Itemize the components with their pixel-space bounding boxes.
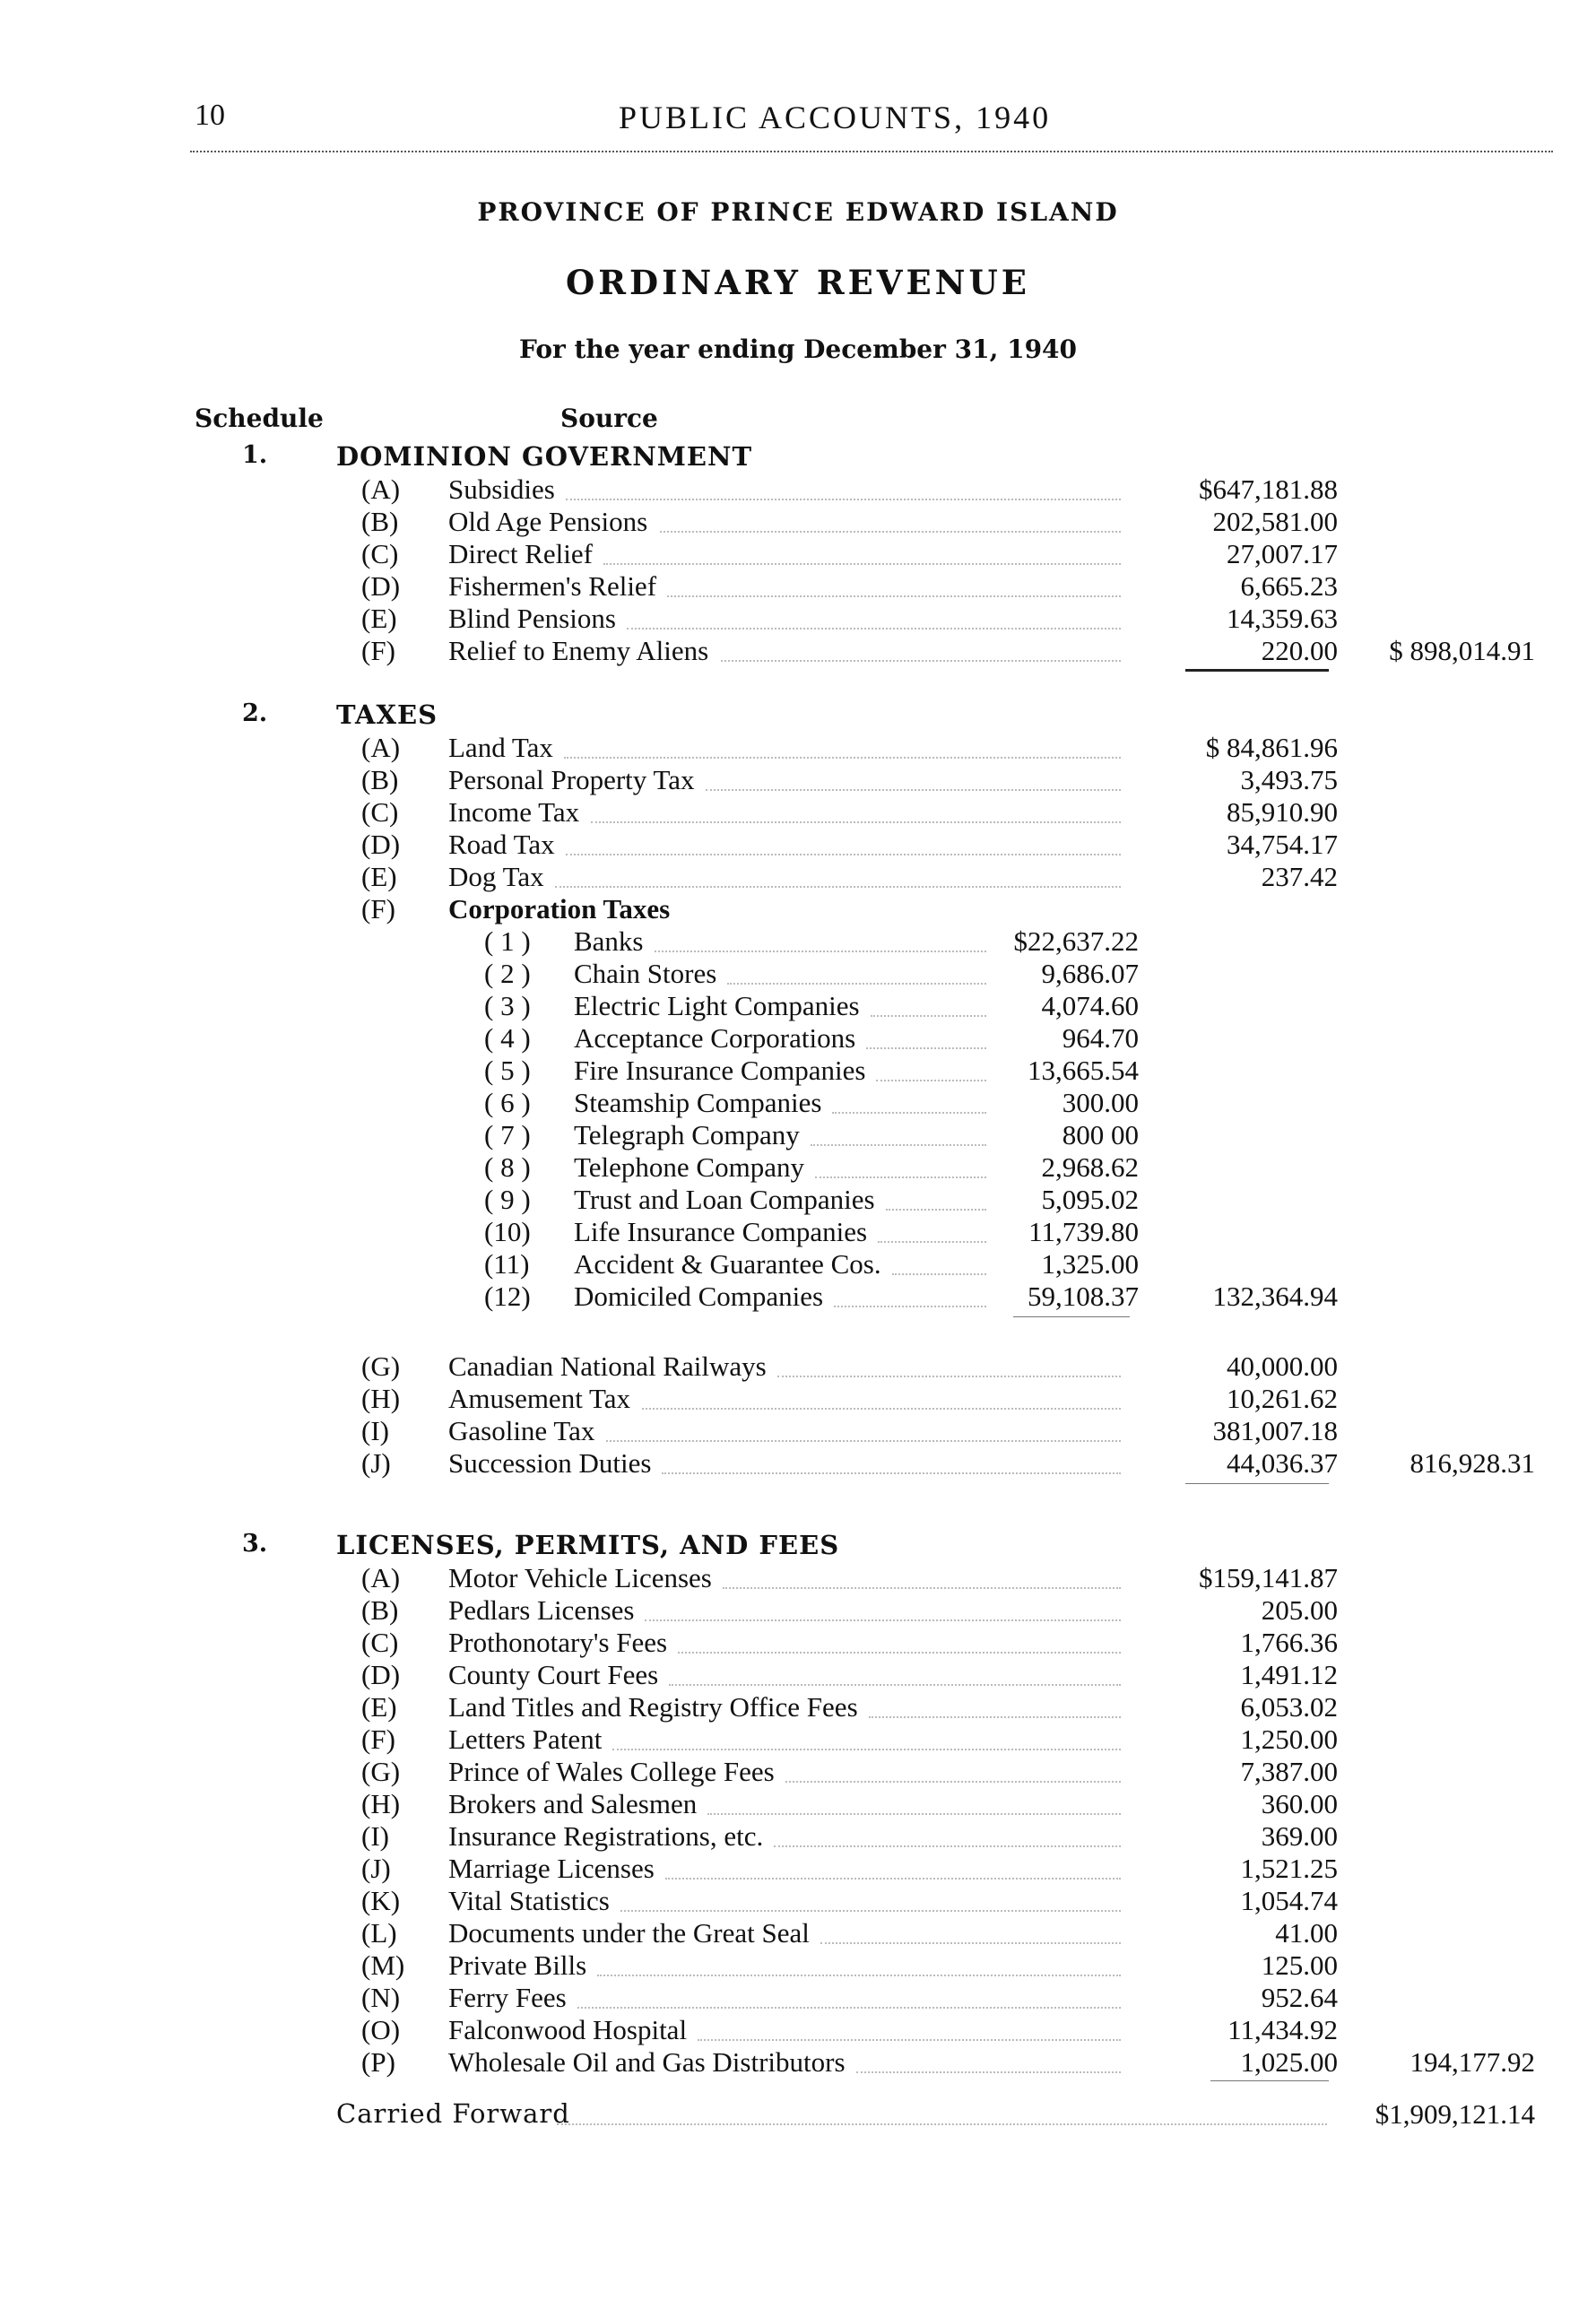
sub-item-amount: 9,686.07	[1041, 958, 1139, 989]
item-letter: (B)	[361, 506, 399, 537]
item-amount: 952.64	[1261, 1982, 1338, 2013]
sub-item-label: Trust and Loan Companies	[574, 1184, 875, 1215]
sub-item-label: Life Insurance Companies	[574, 1216, 868, 1247]
carried-forward-label: Carried Forward	[336, 2098, 570, 2129]
item-letter: (O)	[361, 2014, 401, 2045]
sub-item-amount: 13,665.54	[1028, 1055, 1139, 1086]
corporation-tax-row	[0, 990, 1596, 1022]
item-label: Land Titles and Registry Office Fees	[448, 1691, 858, 1723]
dot-leader	[727, 983, 986, 985]
line-item-row	[0, 570, 1596, 603]
total-rule	[1185, 1483, 1329, 1484]
dot-leader	[564, 757, 1121, 759]
dot-leader	[698, 2039, 1121, 2041]
item-letter: (E)	[361, 1691, 397, 1723]
item-letter: (C)	[361, 538, 399, 569]
item-letter: (H)	[361, 1383, 401, 1414]
item-amount: 14,359.63	[1227, 603, 1338, 634]
item-amount: 40,000.00	[1227, 1350, 1338, 1382]
sub-item-number: ( 5 )	[484, 1055, 531, 1086]
sub-item-amount: 59,108.37	[1028, 1281, 1139, 1312]
sub-item-amount: 800 00	[1062, 1119, 1139, 1150]
line-item-row	[0, 2014, 1596, 2046]
line-item-row	[0, 796, 1596, 829]
item-amount: 1,521.25	[1240, 1853, 1338, 1884]
sub-item-number: ( 9 )	[484, 1184, 531, 1215]
item-amount: 11,434.92	[1227, 2014, 1338, 2045]
line-item-row	[0, 506, 1596, 538]
item-amount: 6,053.02	[1240, 1691, 1338, 1723]
corporation-tax-row	[0, 925, 1596, 958]
line-item-row	[0, 1820, 1596, 1853]
item-letter: (H)	[361, 1788, 401, 1819]
item-amount: $647,181.88	[1199, 473, 1338, 505]
report-title: ORDINARY REVENUE	[566, 263, 1030, 302]
item-amount: 205.00	[1261, 1594, 1338, 1626]
section-heading-row	[0, 441, 1596, 473]
sub-item-number: (12)	[484, 1281, 531, 1312]
item-label: Canadian National Railways	[448, 1350, 767, 1382]
total-rule	[1185, 669, 1329, 672]
sub-item-label: Telegraph Company	[574, 1119, 800, 1150]
item-amount: 1,250.00	[1240, 1723, 1338, 1755]
item-letter: (A)	[361, 473, 401, 505]
item-label: Wholesale Oil and Gas Distributors	[448, 2046, 846, 2078]
schedule-number: 2.	[242, 699, 268, 727]
item-label: Corporation Taxes	[448, 893, 671, 925]
corporation-tax-row	[0, 1055, 1596, 1087]
item-amount: 360.00	[1261, 1788, 1338, 1819]
item-amount: 1,491.12	[1240, 1659, 1338, 1690]
item-amount: 1,054.74	[1240, 1885, 1338, 1916]
item-label: Succession Duties	[448, 1447, 652, 1479]
dot-leader	[706, 789, 1121, 791]
item-label: Prince of Wales College Fees	[448, 1756, 775, 1787]
line-item-row	[0, 1756, 1596, 1788]
dot-leader	[667, 595, 1121, 597]
corporation-tax-row	[0, 1087, 1596, 1119]
item-letter: (C)	[361, 1627, 399, 1658]
item-letter: (F)	[361, 635, 395, 666]
dot-leader	[645, 1619, 1121, 1621]
header-rule	[190, 151, 1553, 152]
item-label: Old Age Pensions	[448, 506, 648, 537]
line-item-row	[0, 1917, 1596, 1949]
item-label: Prothonotary's Fees	[448, 1627, 668, 1658]
item-label: Gasoline Tax	[448, 1415, 595, 1446]
item-letter: (B)	[361, 764, 399, 795]
line-item-row	[0, 1659, 1596, 1691]
item-letter: (D)	[361, 829, 401, 860]
dot-leader	[591, 821, 1121, 823]
dot-leader	[660, 531, 1121, 533]
dot-leader	[678, 1652, 1121, 1654]
dot-leader	[869, 1716, 1121, 1718]
item-label: Blind Pensions	[448, 603, 616, 634]
dot-leader	[597, 1975, 1121, 1976]
line-item-row	[0, 1788, 1596, 1820]
sub-item-amount: 2,968.62	[1041, 1151, 1139, 1183]
corporation-tax-row	[0, 1022, 1596, 1055]
line-item-row	[0, 603, 1596, 635]
schedule-number: 3.	[242, 1530, 268, 1558]
item-letter: (K)	[361, 1885, 401, 1916]
item-amount: 41.00	[1275, 1917, 1338, 1949]
item-amount: 85,910.90	[1227, 796, 1338, 828]
line-item-row	[0, 1691, 1596, 1723]
schedule-column-header: Schedule	[195, 404, 324, 433]
item-label: Subsidies	[448, 473, 555, 505]
line-item-row	[0, 1982, 1596, 2014]
dot-leader	[856, 2071, 1121, 2073]
line-item-row	[0, 764, 1596, 796]
item-label: County Court Fees	[448, 1659, 659, 1690]
item-letter: (P)	[361, 2046, 395, 2078]
section-total: 194,177.92	[1410, 2046, 1535, 2078]
corporation-tax-row	[0, 1216, 1596, 1248]
section-total: $ 898,014.91	[1389, 635, 1535, 666]
item-letter: (I)	[361, 1415, 389, 1446]
line-item-row	[0, 1627, 1596, 1659]
item-letter: (F)	[361, 893, 395, 925]
item-label: Brokers and Salesmen	[448, 1788, 698, 1819]
item-label: Fishermen's Relief	[448, 570, 657, 602]
item-letter: (B)	[361, 1594, 399, 1626]
corporation-tax-row	[0, 958, 1596, 990]
sub-item-number: (10)	[484, 1216, 531, 1247]
item-letter: (L)	[361, 1917, 397, 1949]
item-label: Direct Relief	[448, 538, 593, 569]
line-item-row	[0, 1383, 1596, 1415]
corporation-tax-row	[0, 1119, 1596, 1151]
total-rule	[1210, 2080, 1329, 2081]
dot-leader	[820, 1942, 1121, 1944]
item-amount: 237.42	[1261, 861, 1338, 892]
source-column-header: Source	[560, 404, 658, 433]
item-label: Relief to Enemy Aliens	[448, 635, 709, 666]
item-letter: (C)	[361, 796, 399, 828]
sub-item-label: Banks	[574, 925, 644, 957]
item-amount: 3,493.75	[1240, 764, 1338, 795]
sub-item-label: Acceptance Corporations	[574, 1022, 856, 1054]
item-label: Marriage Licenses	[448, 1853, 655, 1884]
item-amount: 10,261.62	[1227, 1383, 1338, 1414]
sub-item-number: ( 7 )	[484, 1119, 531, 1150]
item-label: Amusement Tax	[448, 1383, 631, 1414]
dot-leader	[662, 1472, 1121, 1474]
dot-leader	[655, 951, 987, 952]
item-amount: 27,007.17	[1227, 538, 1338, 569]
item-label: Falconwood Hospital	[448, 2014, 688, 2045]
line-item-row	[0, 1723, 1596, 1756]
item-letter: (N)	[361, 1982, 401, 2013]
dot-leader	[606, 1440, 1121, 1442]
line-item-row	[0, 829, 1596, 861]
item-letter: (A)	[361, 732, 401, 763]
section-heading: DOMINION GOVERNMENT	[336, 441, 753, 472]
item-label: Insurance Registrations, etc.	[448, 1820, 764, 1852]
item-label: Documents under the Great Seal	[448, 1917, 810, 1949]
schedule-number: 1.	[242, 441, 268, 469]
dot-leader	[620, 1910, 1121, 1912]
item-amount: 202,581.00	[1212, 506, 1338, 537]
item-amount: 125.00	[1261, 1949, 1338, 1981]
sub-item-amount: 1,325.00	[1041, 1248, 1139, 1280]
item-label: Personal Property Tax	[448, 764, 695, 795]
item-letter: (M)	[361, 1949, 405, 1981]
line-item-row	[0, 635, 1596, 667]
item-letter: (J)	[361, 1447, 391, 1479]
sub-item-label: Chain Stores	[574, 958, 717, 989]
sub-item-amount: $22,637.22	[1013, 925, 1139, 957]
sub-item-number: ( 4 )	[484, 1022, 531, 1054]
dot-leader	[669, 1684, 1121, 1686]
dot-leader	[566, 499, 1121, 500]
dot-leader	[723, 1587, 1121, 1589]
item-amount: 6,665.23	[1240, 570, 1338, 602]
line-item-row	[0, 893, 1596, 925]
item-label: Vital Statistics	[448, 1885, 610, 1916]
sub-item-label: Accident & Guarantee Cos.	[574, 1248, 881, 1280]
section-total: 816,928.31	[1410, 1447, 1535, 1479]
sub-item-number: ( 8 )	[484, 1151, 531, 1183]
sub-item-amount: 300.00	[1062, 1087, 1139, 1118]
section-heading: LICENSES, PERMITS, AND FEES	[336, 1530, 840, 1560]
section-heading-row	[0, 1530, 1596, 1562]
item-amount: 369.00	[1261, 1820, 1338, 1852]
dot-leader	[577, 2007, 1121, 2009]
line-item-row	[0, 1949, 1596, 1982]
corporation-tax-row	[0, 1151, 1596, 1184]
item-label: Road Tax	[448, 829, 555, 860]
item-label: Dog Tax	[448, 861, 544, 892]
item-letter: (F)	[361, 1723, 395, 1755]
corporation-subtotal: 132,364.94	[1212, 1281, 1338, 1312]
corporation-tax-row	[0, 1248, 1596, 1281]
dot-leader	[642, 1408, 1121, 1410]
dot-leader	[665, 1878, 1121, 1880]
total-rule	[1013, 1316, 1130, 1317]
line-item-row	[0, 1447, 1596, 1480]
section-heading: TAXES	[336, 699, 438, 730]
sub-item-label: Steamship Companies	[574, 1087, 822, 1118]
item-amount: 1,766.36	[1240, 1627, 1338, 1658]
line-item-row	[0, 861, 1596, 893]
item-label: Letters Patent	[448, 1723, 603, 1755]
running-title: PUBLIC ACCOUNTS, 1940	[619, 100, 1052, 135]
line-item-row	[0, 2046, 1596, 2079]
dot-leader	[627, 628, 1121, 629]
item-label: Pedlars Licenses	[448, 1594, 635, 1626]
sub-item-number: ( 6 )	[484, 1087, 531, 1118]
dot-leader	[612, 1749, 1121, 1750]
item-amount: $159,141.87	[1199, 1562, 1338, 1593]
sub-item-amount: 964.70	[1062, 1022, 1139, 1054]
corporation-tax-row	[0, 1281, 1596, 1313]
sub-item-label: Fire Insurance Companies	[574, 1055, 866, 1086]
province-title: PROVINCE OF PRINCE EDWARD ISLAND	[477, 197, 1119, 227]
item-amount: 7,387.00	[1240, 1756, 1338, 1787]
dot-leader	[557, 2123, 1327, 2125]
section-heading-row	[0, 699, 1596, 732]
sub-item-amount: 4,074.60	[1041, 990, 1139, 1021]
report-period: For the year ending December 31, 1940	[518, 334, 1078, 364]
item-letter: (G)	[361, 1350, 401, 1382]
line-item-row	[0, 1853, 1596, 1885]
carried-forward-row	[0, 2098, 1596, 2131]
item-letter: (D)	[361, 570, 401, 602]
sub-item-number: ( 2 )	[484, 958, 531, 989]
item-amount: 220.00	[1261, 635, 1338, 666]
carried-forward-amount: $1,909,121.14	[1375, 2098, 1535, 2130]
sub-item-label: Domiciled Companies	[574, 1281, 824, 1312]
item-letter: (E)	[361, 603, 397, 634]
item-amount: 381,007.18	[1212, 1415, 1338, 1446]
dot-leader	[774, 1845, 1121, 1847]
item-label: Motor Vehicle Licenses	[448, 1562, 712, 1593]
dot-leader	[555, 886, 1121, 888]
item-amount: 1,025.00	[1240, 2046, 1338, 2078]
dot-leader	[721, 660, 1121, 662]
item-amount: $ 84,861.96	[1205, 732, 1338, 763]
sub-item-label: Telephone Company	[574, 1151, 804, 1183]
sub-item-number: ( 1 )	[484, 925, 531, 957]
sub-item-amount: 5,095.02	[1041, 1184, 1139, 1215]
page-number: 10	[195, 99, 225, 132]
item-letter: (E)	[361, 861, 397, 892]
line-item-row	[0, 1562, 1596, 1594]
sub-item-amount: 11,739.80	[1028, 1216, 1139, 1247]
dot-leader	[603, 563, 1121, 565]
item-letter: (J)	[361, 1853, 391, 1884]
item-letter: (D)	[361, 1659, 401, 1690]
dot-leader	[566, 854, 1121, 855]
sub-item-number: (11)	[484, 1248, 530, 1280]
line-item-row	[0, 1350, 1596, 1383]
item-label: Private Bills	[448, 1949, 587, 1981]
line-item-row	[0, 1415, 1596, 1447]
line-item-row	[0, 1594, 1596, 1627]
item-label: Income Tax	[448, 796, 580, 828]
dot-leader	[707, 1813, 1121, 1815]
sub-item-label: Electric Light Companies	[574, 990, 860, 1021]
dot-leader	[785, 1781, 1121, 1783]
item-label: Ferry Fees	[448, 1982, 567, 2013]
item-amount: 44,036.37	[1227, 1447, 1338, 1479]
item-letter: (G)	[361, 1756, 401, 1787]
line-item-row	[0, 473, 1596, 506]
line-item-row	[0, 1885, 1596, 1917]
item-letter: (I)	[361, 1820, 389, 1852]
item-label: Land Tax	[448, 732, 553, 763]
sub-item-number: ( 3 )	[484, 990, 531, 1021]
corporation-tax-row	[0, 1184, 1596, 1216]
line-item-row	[0, 538, 1596, 570]
item-amount: 34,754.17	[1227, 829, 1338, 860]
item-letter: (A)	[361, 1562, 401, 1593]
dot-leader	[777, 1376, 1121, 1377]
line-item-row	[0, 732, 1596, 764]
